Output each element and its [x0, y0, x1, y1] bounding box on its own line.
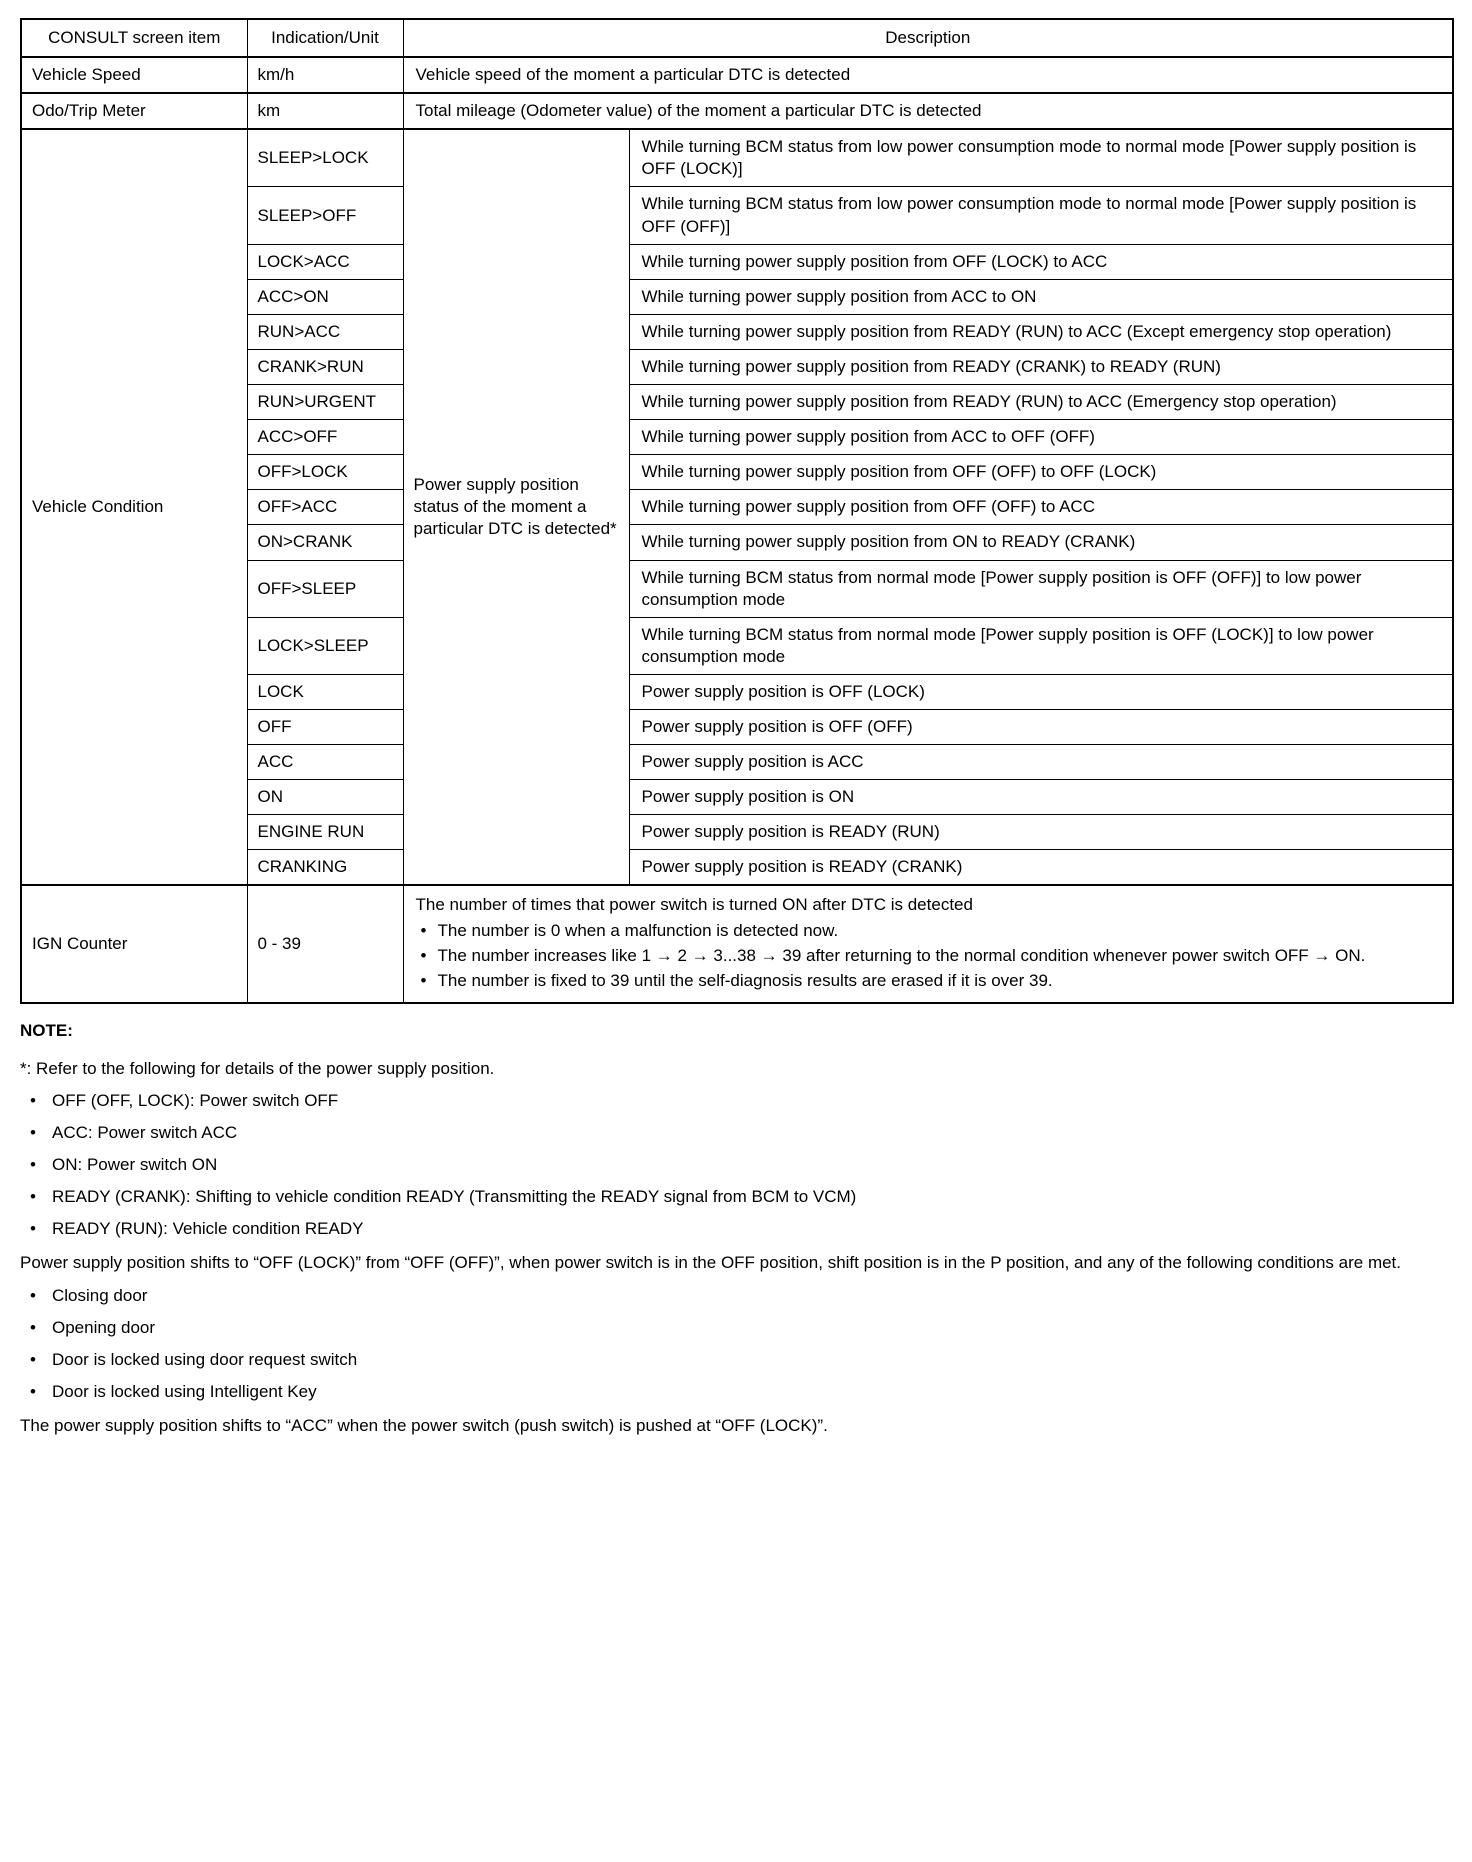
note-bullet-item	[20, 1090, 1456, 1112]
cell-description: While turning BCM status from low power consumption mode to normal mode [Power supply position is OFF (LOCK)]	[629, 129, 1453, 187]
note-bullet-item	[20, 1381, 1456, 1403]
note-section	[20, 1020, 1456, 1437]
cell-unit: OFF>SLEEP	[247, 560, 403, 617]
cell-description: While turning BCM status from low power consumption mode to normal mode [Power supply position is OFF (OFF)]	[629, 187, 1453, 244]
bullet-text: Opening door	[52, 1317, 156, 1337]
ign-description-intro: The number of times that power switch is turned ON after DTC is detected	[415, 895, 973, 915]
cell-unit: km	[247, 93, 403, 129]
cell-description: Power supply position is READY (CRANK)	[629, 850, 1453, 886]
cell-unit: OFF>ACC	[247, 490, 403, 525]
bullet-text: ACC: Power switch ACC	[52, 1123, 238, 1143]
cell-item-vehicle-condition: Vehicle Condition	[21, 129, 247, 885]
cell-unit: CRANKING	[247, 850, 403, 886]
cell-description: While turning power supply position from OFF (LOCK) to ACC	[629, 244, 1453, 279]
note-bullet-item	[20, 1285, 1456, 1307]
note-paragraph: Power supply position shifts to “OFF (LOCK)” from “OFF (OFF)”, when power switch is in the OFF position, shift position is in the P position, and any of the following conditions are met.	[20, 1253, 1402, 1273]
cell-unit: ON>CRANK	[247, 525, 403, 560]
cell-unit: LOCK>SLEEP	[247, 617, 403, 674]
note-bullet-item	[20, 1218, 1456, 1240]
cell-description: Power supply position is OFF (LOCK)	[629, 674, 1453, 709]
table-row-vehicle-speed	[21, 57, 1453, 93]
ign-bullet-item	[416, 970, 1441, 992]
header-cell-indication-unit: Indication/Unit	[247, 19, 403, 57]
cell-description: While turning power supply position from OFF (OFF) to ACC	[629, 490, 1453, 525]
note-bullet-item	[20, 1186, 1456, 1208]
table-row-odo-trip-meter	[21, 93, 1453, 129]
bullet-text: READY (RUN): Vehicle condition READY	[52, 1219, 364, 1239]
note-bullet-item	[20, 1154, 1456, 1176]
cell-description: While turning power supply position from ACC to OFF (OFF)	[629, 420, 1453, 455]
table-header-row	[21, 19, 1453, 57]
note-intro: *: Refer to the following for details of the power supply position.	[20, 1058, 495, 1078]
bullet-text: The number increases like 1 → 2 → 3...38 → 39 after returning to the normal condition whenever power switch OFF → ON.	[437, 945, 1366, 965]
cell-unit: ACC>ON	[247, 279, 403, 314]
cell-item: Vehicle Speed	[21, 57, 247, 93]
cell-unit: ACC	[247, 745, 403, 780]
bullet-text: The number is fixed to 39 until the self-diagnosis results are erased if it is over 39.	[437, 970, 1053, 990]
bullet-text: READY (CRANK): Shifting to vehicle condition READY (Transmitting the READY signal from BCM to VCM)	[52, 1187, 857, 1207]
note-bullet-item	[20, 1122, 1456, 1144]
cell-description: Power supply position is OFF (OFF)	[629, 709, 1453, 744]
consult-freeze-frame-table	[20, 18, 1454, 1004]
cell-unit: SLEEP>LOCK	[247, 129, 403, 187]
cell-description: While turning power supply position from ON to READY (CRANK)	[629, 525, 1453, 560]
cell-description: While turning power supply position from OFF (OFF) to OFF (LOCK)	[629, 455, 1453, 490]
bullet-text: Door is locked using Intelligent Key	[52, 1381, 317, 1401]
cell-shared-description: Power supply position status of the moment a particular DTC is detected*	[403, 129, 629, 885]
header-cell-screen-item: CONSULT screen item	[21, 19, 247, 57]
cell-unit: RUN>ACC	[247, 314, 403, 349]
bullet-text: The number is 0 when a malfunction is detected now.	[437, 920, 839, 940]
bullet-text: OFF (OFF, LOCK): Power switch OFF	[52, 1091, 339, 1110]
note-label: NOTE:	[20, 1020, 73, 1040]
cell-unit: SLEEP>OFF	[247, 187, 403, 244]
cell-description: While turning BCM status from normal mode [Power supply position is OFF (LOCK)] to low power consumption mode	[629, 617, 1453, 674]
table-row-ign-counter	[21, 885, 1453, 1002]
cell-description: Power supply position is ACC	[629, 745, 1453, 780]
cell-unit: ENGINE RUN	[247, 815, 403, 850]
note-paragraph: The power supply position shifts to “ACC” when the power switch (push switch) is pushed at “OFF (LOCK)”.	[20, 1415, 828, 1435]
note-bullet-item	[20, 1349, 1456, 1371]
cell-description: Total mileage (Odometer value) of the moment a particular DTC is detected	[403, 93, 1453, 129]
cell-unit: CRANK>RUN	[247, 349, 403, 384]
table-row-vehicle-condition	[21, 129, 1453, 187]
cell-description: Power supply position is ON	[629, 780, 1453, 815]
cell-description: While turning power supply position from READY (CRANK) to READY (RUN)	[629, 349, 1453, 384]
bullet-text: ON: Power switch ON	[52, 1155, 218, 1175]
cell-item: IGN Counter	[21, 885, 247, 1002]
cell-description: While turning power supply position from READY (RUN) to ACC (Except emergency stop operation)	[629, 314, 1453, 349]
bullet-text: Door is locked using door request switch	[52, 1349, 358, 1369]
cell-description-ign-counter	[403, 885, 1453, 1002]
cell-unit: ACC>OFF	[247, 420, 403, 455]
header-cell-description: Description	[403, 19, 1453, 57]
cell-item: Odo/Trip Meter	[21, 93, 247, 129]
cell-description: Vehicle speed of the moment a particular DTC is detected	[403, 57, 1453, 93]
cell-unit: OFF	[247, 709, 403, 744]
cell-unit: km/h	[247, 57, 403, 93]
cell-unit: 0 - 39	[247, 885, 403, 1002]
cell-unit: ON	[247, 780, 403, 815]
cell-description: While turning BCM status from normal mode [Power supply position is OFF (OFF)] to low power consumption mode	[629, 560, 1453, 617]
cell-unit: RUN>URGENT	[247, 385, 403, 420]
cell-unit: LOCK>ACC	[247, 244, 403, 279]
cell-unit: OFF>LOCK	[247, 455, 403, 490]
cell-description: Power supply position is READY (RUN)	[629, 815, 1453, 850]
cell-description: While turning power supply position from ACC to ON	[629, 279, 1453, 314]
bullet-text: Closing door	[52, 1285, 148, 1305]
note-bullet-item	[20, 1317, 1456, 1339]
cell-unit: LOCK	[247, 674, 403, 709]
cell-description: While turning power supply position from READY (RUN) to ACC (Emergency stop operation)	[629, 385, 1453, 420]
ign-bullet-item	[416, 920, 1441, 942]
ign-bullet-item	[416, 945, 1441, 967]
